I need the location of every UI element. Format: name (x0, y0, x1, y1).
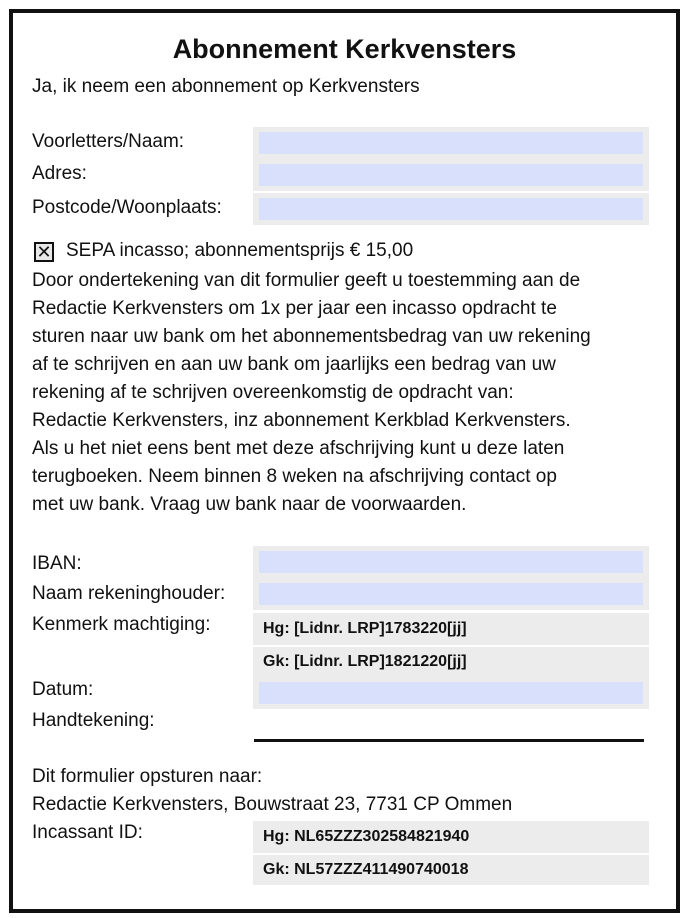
sepa-body-text (32, 267, 591, 519)
iban-input[interactable] (259, 551, 643, 573)
sepa-body-line: Als u het niet eens bent met deze afschrijving kunt u deze laten (32, 438, 565, 459)
address-label: Adres: (32, 163, 87, 184)
creditor-gk-value: Gk: NL57ZZZ411490740018 (263, 861, 469, 878)
account-holder-field-container (253, 578, 649, 610)
sepa-body-line: Redactie Kerkvensters, inz abonnement Kerkblad Kerkvensters. (32, 410, 571, 431)
postcode-input[interactable] (259, 198, 643, 220)
form-subtitle: Ja, ik neem een abonnement op Kerkvensters (32, 76, 420, 97)
sepa-checkbox[interactable] (34, 242, 54, 262)
iban-label: IBAN: (32, 553, 82, 574)
iban-field-container (253, 546, 649, 578)
signature-label: Handtekening: (32, 710, 155, 731)
creditor-hg-value: Hg: NL65ZZZ302584821940 (263, 828, 470, 845)
sepa-body-line: Redactie Kerkvensters om 1x per jaar een incasso opdracht te (32, 298, 557, 319)
date-field-container (253, 677, 649, 709)
name-input[interactable] (259, 132, 643, 154)
signature-line[interactable] (254, 739, 644, 742)
account-holder-label: Naam rekeninghouder: (32, 583, 226, 604)
sepa-body-line: terugboeken. Neem binnen 8 weken na afschrijving contact op (32, 466, 557, 487)
check-mark-icon: ✕ (36, 242, 52, 262)
send-to-label: Dit formulier opsturen naar: (32, 766, 263, 787)
postcode-field-container (253, 193, 649, 225)
address-field-container (253, 159, 649, 191)
creditor-id-label: Incassant ID: (32, 822, 143, 843)
sepa-body-line: Door ondertekening van dit formulier geeft u toestemming aan de (32, 270, 581, 291)
sepa-body-line: sturen naar uw bank om het abonnementsbedrag van uw rekening (32, 326, 591, 347)
sepa-label: SEPA incasso; abonnementsprijs € 15,00 (66, 240, 414, 261)
mandate-label: Kenmerk machtiging: (32, 614, 211, 635)
address-input[interactable] (259, 164, 643, 186)
date-label: Datum: (32, 679, 94, 700)
sepa-body-line: rekening af te schrijven overeenkomstig de opdracht van: (32, 382, 514, 403)
name-label: Voorletters/Naam: (32, 131, 185, 152)
creditor-gk-box (253, 855, 649, 885)
send-to-address: Redactie Kerkvensters, Bouwstraat 23, 7731 CP Ommen (32, 794, 513, 815)
mandate-gk-box (253, 647, 649, 677)
mandate-hg-value: Hg: [Lidnr. LRP]1783220[jj] (263, 620, 467, 637)
mandate-hg-box (253, 613, 649, 645)
sepa-body-line: af te schrijven en aan uw bank om jaarlijks een bedrag van uw (32, 354, 556, 375)
account-holder-input[interactable] (259, 583, 643, 605)
mandate-gk-value: Gk: [Lidnr. LRP]1821220[jj] (263, 653, 467, 670)
postcode-label: Postcode/Woonplaats: (32, 197, 222, 218)
date-input[interactable] (259, 682, 643, 704)
form-title: Abonnement Kerkvensters (172, 34, 517, 64)
creditor-hg-box (253, 821, 649, 853)
sepa-body-line: met uw bank. Vraag uw bank naar de voorwaarden. (32, 494, 467, 515)
name-field-container (253, 127, 649, 159)
